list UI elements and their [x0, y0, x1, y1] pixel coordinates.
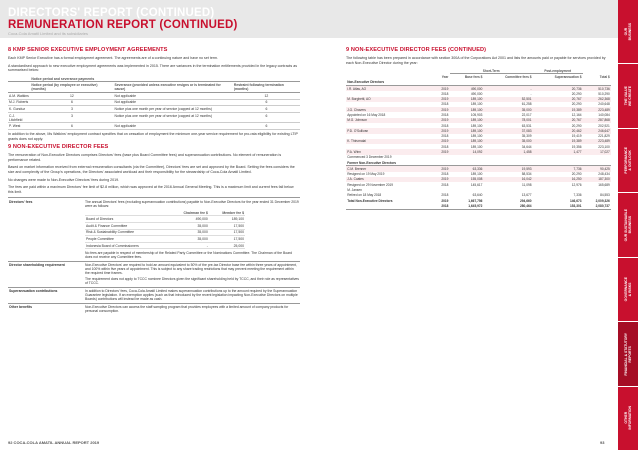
kmp-table: [8, 76, 300, 130]
table-cell: 61,258: [521, 102, 532, 107]
table-cell: 3: [30, 106, 113, 113]
table-cell: 189,100: [450, 107, 484, 112]
table-cell: 223,489: [583, 139, 611, 144]
side-tab-label: PERFORMANCE & OUTLOOK: [623, 147, 632, 174]
kmp-para-2: A standardised approach to new executive employment agreements was implemented in 2015. There are variances in the termination entitlements provided in the legacy contracts as summarised below:: [8, 63, 297, 73]
table-cell: 189,100: [450, 118, 484, 123]
side-tab-0[interactable]: [618, 0, 638, 64]
table-cell: 78,001: [484, 118, 533, 123]
section-tabs: [618, 0, 638, 451]
table-cell: 12,164: [571, 113, 582, 118]
table-cell: 490,000: [169, 216, 209, 223]
company-name: Coca-Cola Amatil Limited and its subsidiaries: [8, 31, 89, 36]
table-cell: 2018: [441, 182, 449, 187]
table-cell: 2019: [433, 107, 449, 112]
table-cell: 16,250: [533, 177, 583, 182]
table-cell: K. Gunduz: [8, 106, 30, 113]
table-cell: 2019: [433, 166, 449, 172]
table-cell: 189,100: [450, 97, 484, 102]
table-row: [346, 198, 611, 203]
table-cell: 2018: [441, 172, 449, 177]
fee-table: [85, 210, 245, 250]
table-cell: 16,042: [484, 177, 533, 182]
table-cell: Notice plus one month per year of service (capped at 12 months): [114, 106, 233, 113]
table-cell: 19,356: [571, 144, 582, 149]
table-cell: Former Non-Executive Directors: [346, 160, 433, 166]
fees-label: Directors' fees: [8, 198, 84, 262]
table-cell: Appointed on 16 May 2018: [347, 113, 386, 118]
table-cell: 6: [30, 99, 113, 106]
table-cell: 12: [233, 92, 300, 99]
table-cell: 12,976: [571, 182, 582, 187]
table-cell: 17,500: [209, 222, 245, 229]
table-cell: 189,100: [450, 128, 484, 133]
table-cell: I.R. Atlas, AO: [346, 86, 433, 92]
table-row: [85, 236, 245, 243]
table-cell: 223,100: [598, 144, 610, 149]
table-cell: 6: [233, 106, 300, 113]
table-cell: 19,419: [571, 134, 582, 139]
table-cell: K. Thirumalai: [346, 139, 433, 144]
table-cell: 6: [30, 123, 113, 130]
table-cell: 294,660: [520, 198, 532, 203]
table-cell: Audit & Finance Committee: [85, 222, 169, 229]
table-cell: 155,008: [450, 177, 484, 182]
nf-col-header: Base fees $: [464, 75, 483, 80]
table-cell: P. West: [8, 123, 30, 130]
table-cell: 2018: [441, 193, 449, 198]
table-cell: People Committee: [85, 236, 169, 243]
table-cell: 189,100: [470, 123, 483, 128]
left-column: [8, 47, 300, 315]
table-cell: 7,336: [573, 193, 582, 198]
table-cell: 1,667,756: [468, 198, 483, 203]
table-cell: 105,903: [470, 113, 483, 118]
other-label: Other benefits: [8, 303, 84, 315]
table-cell: 2018: [433, 203, 449, 209]
table-cell: 35,309: [521, 134, 532, 139]
table-cell: 2018: [441, 113, 449, 118]
table-cell: 2019: [433, 97, 449, 102]
table-cell: 52,501: [484, 97, 533, 102]
table-cell: 90,425: [583, 166, 611, 172]
table-row: [346, 182, 611, 187]
table-cell: Non-Executive Directors: [346, 80, 433, 86]
table-cell: 280,464: [484, 203, 533, 209]
table-cell: Not applicable: [114, 92, 233, 99]
table-row: [85, 216, 245, 223]
fees-text: The annual Directors' fees (excluding superannuation contributions) payable to Non-Executive Directors for the year ended 31 December 2019 were as follows:: [85, 199, 299, 208]
table-cell: 2019: [433, 128, 449, 133]
table-cell: 11,098: [522, 182, 532, 187]
table-cell: Resigned on 29 November 2019: [347, 182, 394, 187]
table-cell: 58,534: [521, 172, 532, 177]
table-cell: -: [169, 242, 209, 249]
page-header: [0, 0, 618, 38]
nf-heading: 9 NON-EXECUTIVE DIRECTOR FEES (CONTINUED): [346, 47, 487, 53]
kmp-group-header: Notice period and severance payments: [30, 76, 300, 82]
super-text: In addition to Directors' fees, Coca-Cola Amatil Limited makes superannuation contributions up to the amount required by the Superannuation Guarantee legislation. If an exemption applies (such as that introduced by the recent legislation impacting Non-Executive Directors on multiple Boards) contributions will instead be made as cash.: [84, 287, 300, 303]
table-cell: Not applicable: [114, 99, 233, 106]
table-cell: 20,462: [533, 128, 583, 133]
ned-fees-table: [346, 68, 611, 209]
table-cell: M. Borghetti, AO: [346, 97, 433, 102]
table-cell: 140,084: [598, 113, 610, 118]
table-cell: 490,000: [450, 86, 484, 92]
table-row: [8, 112, 300, 123]
table-cell: -: [530, 91, 532, 96]
table-cell: P.A. Winn: [346, 149, 433, 154]
table-cell: 2018: [441, 144, 449, 149]
table-cell: 34,644: [521, 144, 532, 149]
table-cell: 19,389: [533, 139, 583, 144]
table-cell: 17,500: [209, 236, 245, 243]
side-tab-4[interactable]: [618, 258, 638, 322]
kmp-heading: 8 KMP SENIOR EXECUTIVE EMPLOYMENT AGREEMENTS: [8, 47, 168, 53]
table-cell: 240,648: [598, 102, 610, 107]
table-cell: Total Non-Executive Directors: [347, 198, 393, 203]
table-cell: 2018: [441, 102, 449, 107]
report-subtitle: REMUNERATION REPORT (CONTINUED): [8, 19, 238, 31]
side-tab-5[interactable]: [618, 322, 638, 386]
table-cell: 20,290: [571, 123, 582, 128]
nf-col-header: Committee fees $: [505, 75, 532, 80]
table-cell: 2,080,737: [583, 203, 611, 209]
nf-col-header: Total $: [599, 74, 610, 79]
table-cell: 246,647: [583, 128, 611, 133]
kmp-para-3: In addition to the above, Ms Watkins' employment contract specifies that on cessation of employment the minimum one-year service requirement for pro-rata eligibility for existing LTIP grants does not apply.: [8, 131, 298, 141]
table-cell: 145,617: [470, 182, 483, 187]
kmp-para-1: Each KMP Senior Executive has a formal employment agreement. The agreements are of a continuing nature and have no set term.: [8, 56, 219, 60]
table-cell: 262,368: [583, 97, 611, 102]
table-cell: 35,000: [484, 107, 533, 112]
table-cell: 2018: [441, 123, 449, 128]
table-row: [8, 106, 300, 113]
table-cell: 17,027: [583, 149, 611, 154]
table-cell: C.J. Litchfield: [8, 112, 30, 123]
table-cell: 6: [233, 112, 300, 123]
table-cell: Not applicable: [114, 123, 233, 130]
table-cell: 221,829: [598, 134, 610, 139]
table-row: [8, 123, 300, 130]
share-text-1: Non-Executive Directors' are required to hold an amount equivalent to 50% of the pre-tax Director base fee within three years of appointment, and 100% within five years of appointment. This is subject to any share trading restrictions that may prevent meeting the requirement within the required time frames.: [85, 263, 297, 276]
table-cell: 1,477: [533, 149, 583, 154]
side-tab-3[interactable]: [618, 193, 638, 257]
table-cell: 20,767: [533, 97, 583, 102]
table-cell: 20,290: [571, 102, 582, 107]
side-tab-1[interactable]: [618, 64, 638, 128]
table-cell: 2019: [433, 86, 449, 92]
nf-col-header: Superannuation $: [554, 75, 582, 80]
table-cell: C.M. Brenner: [346, 166, 433, 172]
ned-para-1: The remuneration of Non-Executive Directors comprises Directors' fees (base plus Board Committee fees) and superannuation contributions. No element of remuneration is performance related.: [8, 153, 282, 162]
table-cell: 189,100: [470, 102, 483, 107]
side-tab-label: OUR SUSTAINABLE BUSINESS: [623, 208, 632, 242]
table-cell: 189,100: [470, 172, 483, 177]
table-row: [85, 222, 245, 229]
kmp-col-header: Restraint following termination (months): [233, 82, 300, 93]
table-cell: 20,290: [571, 91, 582, 96]
table-cell: 510,736: [583, 86, 611, 92]
table-cell: 6: [233, 99, 300, 106]
table-cell: 20,767: [533, 118, 583, 123]
right-column: [346, 47, 611, 210]
table-cell: 19,593: [484, 166, 533, 172]
table-cell: Indonesia Board of Commissioners: [85, 242, 169, 249]
table-cell: 287,868: [583, 118, 611, 123]
fee-col-header: Member fee $: [209, 210, 245, 216]
table-cell: M.J. Roberts: [8, 99, 30, 106]
group-post-employment: Post-employment: [533, 68, 583, 74]
table-cell: 37,083: [484, 128, 533, 133]
table-cell: 12: [30, 92, 113, 99]
table-cell: 248,434: [598, 172, 610, 177]
table-row: [85, 229, 245, 236]
table-cell: J.G. Chavers: [346, 107, 433, 112]
table-cell: 189,100: [450, 139, 484, 144]
table-cell: 2018: [441, 91, 449, 96]
table-cell: 189,100: [470, 144, 483, 149]
table-cell: Resigned on 19 May 2019: [347, 172, 385, 177]
table-cell: 6: [233, 123, 300, 130]
table-cell: M. Jansen: [347, 187, 362, 192]
table-cell: 20,290: [571, 172, 582, 177]
side-tab-label: FINANCIAL & STATUTORY REPORTS: [623, 332, 632, 376]
side-tab-label: OUR BUSINESS: [623, 23, 632, 41]
table-cell: 223,489: [583, 107, 611, 112]
table-cell: 35,000: [484, 139, 533, 144]
nf-para: The following table has been prepared in accordance with section 300A of the Corporations Act 2001 and lists the amounts paid or payable for services provided by each Non-Executive Director during the year:: [346, 56, 606, 65]
fee-col-header: Chairman fee $: [169, 210, 209, 216]
nf-col-header: Year: [441, 74, 449, 79]
ned-para-3: No changes were made to Non-Executive Directors' fees during 2019.: [8, 177, 120, 182]
table-cell: 35,000: [169, 222, 209, 229]
table-cell: 165,689: [598, 182, 610, 187]
table-cell: P.D. O'Sullivan: [346, 128, 433, 133]
table-cell: 2019: [433, 177, 449, 182]
side-tab-2[interactable]: [618, 129, 638, 193]
fees-note: No fees are payable in respect of membership of the Related Party Committee or the Nominations Committee. The Chairman of the Board does not receive any Committee fees.: [85, 251, 293, 260]
ned-para-4: The fees are paid within a maximum Directors' fee limit of $2.8 million, which was approved at the 2016 Annual General Meeting. This is a maximum limit and current fees fall below this limit.: [8, 185, 294, 194]
super-label: Superannuation contributions: [8, 287, 84, 303]
table-cell: 2018: [441, 134, 449, 139]
table-cell: 2019: [433, 149, 449, 154]
table-cell: 510,290: [598, 91, 610, 96]
table-cell: 25,000: [209, 242, 245, 249]
side-tab-6[interactable]: [618, 387, 638, 451]
table-cell: 20,736: [533, 86, 583, 92]
table-row: [346, 203, 611, 209]
table-cell: [346, 203, 433, 209]
table-cell: 202,921: [598, 123, 610, 128]
group-short-term: Short-Term: [450, 68, 533, 74]
table-cell: 35,000: [169, 229, 209, 236]
table-cell: -: [484, 86, 533, 92]
other-text: Non-Executive Directors can access the staff sampling program that provides employees with a limited amount of company products for personal consumption.: [84, 303, 300, 315]
footer-left: 92 COCA-COLA AMATIL ANNUAL REPORT 2019: [8, 440, 100, 445]
kmp-col-header: Severance (provided unless executive resigns or is terminated for cause): [114, 82, 233, 93]
table-cell: 2019: [433, 139, 449, 144]
table-cell: 3: [30, 112, 113, 123]
table-cell: 63,640: [472, 193, 483, 198]
table-cell: 17,500: [209, 229, 245, 236]
kmp-col-header: Notice period (by employee or executive) (months): [30, 82, 113, 93]
side-tab-label: OTHER INFORMATION: [623, 406, 632, 431]
table-cell: 19,389: [533, 107, 583, 112]
ned-heading: 9 NON-EXECUTIVE DIRECTOR FEES: [8, 144, 109, 151]
table-cell: J.A. Coates: [346, 177, 433, 182]
table-cell: 84,553: [600, 193, 610, 198]
share-label: Director shareholding requirement: [8, 261, 84, 287]
table-cell: 153,301: [533, 203, 583, 209]
table-cell: 22,017: [521, 113, 532, 118]
table-row: [85, 242, 245, 249]
table-cell: 63,336: [450, 166, 484, 172]
footer-right: 93: [600, 440, 605, 445]
directors-table: [8, 197, 300, 315]
table-cell: 14,092: [450, 149, 484, 154]
table-cell: 490,000: [470, 91, 483, 96]
table-cell: M.G. Johnson: [346, 118, 433, 123]
table-cell: Retired on 18 May 2018: [347, 193, 382, 198]
share-text-2: The requirement does not apply to TCCC nominee Directors given the significant shareholding held by TCCC, and their role as representatives of TCCC.: [85, 277, 299, 286]
table-cell: Risk & Sustainability Committee: [85, 229, 169, 236]
side-tab-label: GOVERNANCE & RISKS: [623, 277, 632, 302]
table-cell: 1,645,972: [450, 203, 484, 209]
table-cell: 63,531: [521, 123, 532, 128]
table-cell: 35,000: [169, 236, 209, 243]
table-cell: 7,736: [533, 166, 583, 172]
table-cell: Board of Directors: [85, 216, 169, 223]
table-cell: 189,100: [209, 216, 245, 223]
table-cell: A.M. Watkins: [9, 93, 29, 98]
side-tab-label: THE VALUE WE CREATE: [623, 86, 632, 107]
table-row: [8, 99, 300, 106]
table-cell: 187,300: [583, 177, 611, 182]
table-cell: Notice plus one month per year of service (capped at 12 months): [114, 112, 233, 123]
table-cell: 1,458: [484, 149, 533, 154]
table-row: [8, 92, 300, 99]
table-cell: 13,677: [521, 193, 532, 198]
table-cell: 2019: [433, 118, 449, 123]
kmp-col-header: [8, 82, 30, 93]
table-cell: 146,673: [569, 198, 582, 203]
table-cell: 189,100: [470, 134, 483, 139]
report-title: DIRECTORS' REPORT (CONTINUED): [8, 7, 215, 19]
table-cell: 2,009,326: [595, 198, 610, 203]
ned-para-2: Based on market information received from external remuneration consultants (via the Committee), Directors' fees are set and approved by the Board. Setting the fees considers the size and complexity of the Group's operations, the Directors' associated workload and their responsibility for the stewardship of Coca-Cola Amatil Limited.: [8, 165, 295, 174]
table-cell: Commenced 3 December 2019: [347, 155, 392, 160]
table-cell: 2019: [441, 198, 449, 203]
